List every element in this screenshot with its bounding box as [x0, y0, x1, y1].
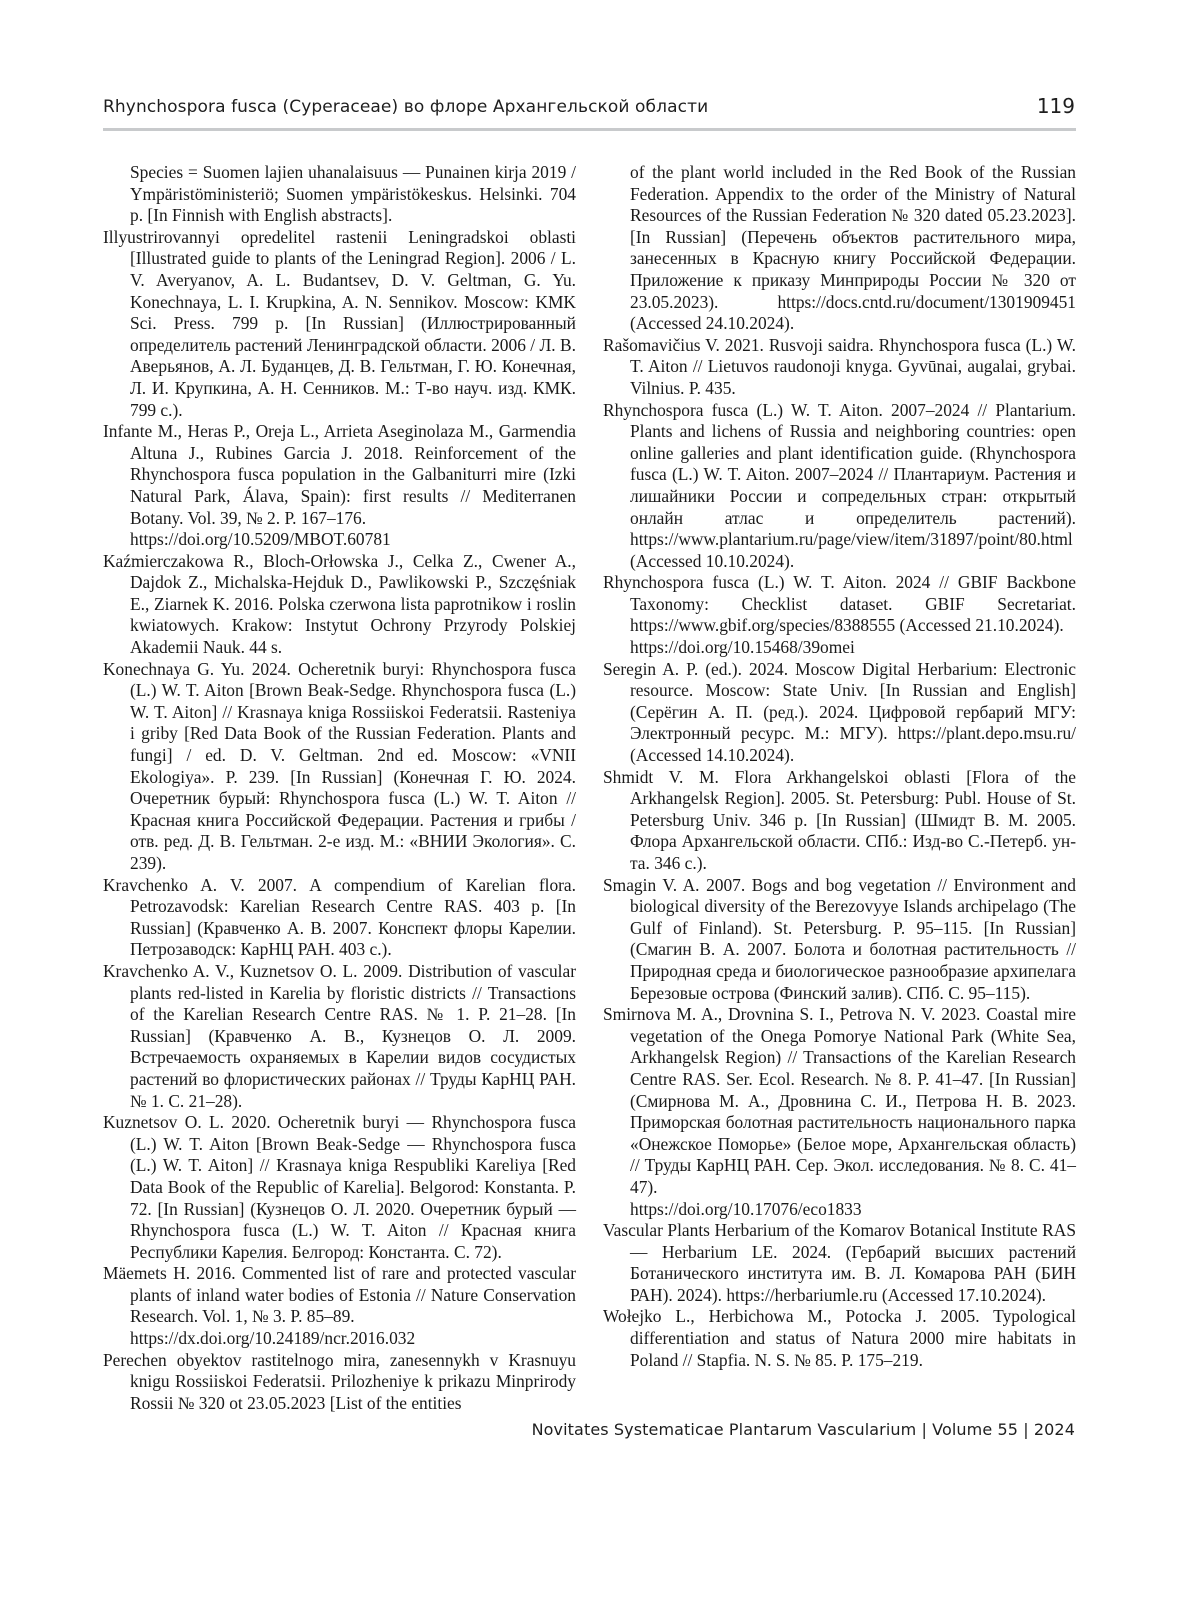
reference-entry: Shmidt V. M. Flora Arkhangelskoi oblasti [Flora of the Arkhangelsk Region]. 2005. St. Petersburg: Publ. House of St. Petersburg Univ. 346 p. [In Russian] (Шмидт В. М. 2005. Флора Архангельской области. СПб.: Изд-во С.-Петерб. ун-та. 346 с.).: [603, 766, 1076, 873]
header-rule: [103, 128, 1076, 131]
references-left-column: [103, 162, 576, 1414]
reference-entry: Rhynchospora fusca (L.) W. T. Aiton. 2007–2024 // Plantarium. Plants and lichens of Russia and neighboring countries: open online galleries and plant identification guide. (Rhynchospora fusca (L.) W. T. Aiton. 2007–2024 // Плантариум. Растения и лишайники России и сопредельных стран: открытый онлайн атлас и определитель растений). https://www.plantarium.ru/page/view/item/31897/point/80.html (Accessed 10.10.2024).: [603, 399, 1076, 571]
page-number: 119: [1036, 94, 1075, 118]
reference-entry: Kravchenko A. V., Kuznetsov O. L. 2009. Distribution of vascular plants red-listed in Karelia by floristic districts // Transactions of the Karelian Research Centre RAS. № 1. P. 21–28. [In Russian] (Кравченко А. В., Кузнецов О. Л. 2009. Встречаемость охраняемых в Карелии видов сосудистых растений во флористических районах // Труды КарНЦ РАН. № 1. С. 21–28).: [103, 960, 576, 1111]
reference-doi: https://doi.org/10.15468/39omei: [630, 637, 855, 658]
reference-entry: of the plant world included in the Red Book of the Russian Federation. Appendix to the order of the Ministry of Natural Resources of the Russian Federation № 320 dated 05.23.2023]. [In Russian] (Перечень объектов растительного мира, занесенных в Красную книгу Российской Федерации. Приложение к приказу Минприроды России № 320 от 23.05.2023). https://docs.cntd.ru/document/1301909451 (Accessed 24.10.2024).: [630, 162, 1076, 334]
reference-doi: https://doi.org/10.17076/eco1833: [630, 1198, 862, 1219]
reference-entry: Seregin A. P. (ed.). 2024. Moscow Digital Herbarium: Electronic resource. Moscow: State Univ. [In Russian and English] (Серёгин А. П. (ред.). 2024. Цифровой гербарий МГУ: Электронный ресурс. М.: МГУ). https://plant.depo.msu.ru/ (Accessed 14.10.2024).: [603, 658, 1076, 766]
reference-entry: Infante M., Heras P., Oreja L., Arrieta Aseginolaza M., Garmendia Altuna J., Rubines Garcia J. 2018. Reinforcement of the Rhynchospora fusca population in the Galbaniturri mire (Izki Natural Park, Álava, Spain): first results // Mediterranen Botany. Vol. 39, № 2. P. 167–176.: [103, 421, 576, 528]
reference-entry: Species = Suomen lajien uhanalaisuus — Punainen kirja 2019 / Ympäristöministeriö; Suomen ympäristökeskus. Helsinki. 704 p. [In Finnish with English abstracts].: [130, 162, 576, 226]
reference-entry: Vascular Plants Herbarium of the Komarov Botanical Institute RAS — Herbarium LE. 2024. (Гербарий высших растений Ботанического института им. В. Л. Комарова РАН (БИН РАН). 2024). https://herbariumle.ru (Accessed 17.10.2024).: [603, 1220, 1076, 1305]
reference-doi: https://dx.doi.org/10.24189/ncr.2016.032: [130, 1328, 416, 1349]
references-right-column: [603, 162, 1076, 1371]
reference-entry: Illyustrirovannyi opredelitel rastenii Leningradskoi oblasti [Illustrated guide to plants of the Leningrad Region]. 2006 / L. V. Averyanov, A. L. Budantsev, D. V. Geltman, G. Yu. Konechnaya, L. I. Krupkina, A. N. Sennikov. Moscow: KMK Sci. Press. 799 p. [In Russian] (Иллюстрированный определитель растений Ленинградской области. 2006 / Л. В. Аверьянов, А. Л. Буданцев, Д. В. Гельтман, Г. Ю. Конечная, Л. И. Крупкина, А. Н. Сенников. М.: Т-во науч. изд. КМК. 799 с.).: [103, 226, 576, 420]
reference-entry: Smagin V. A. 2007. Bogs and bog vegetation // Environment and biological diversity of the Berezovyye Islands archipelago (The Gulf of Finland). St. Petersburg. P. 95–115. [In Russian] (Смагин В. А. 2007. Болота и болотная растительность // Природная среда и биологическое разнообразие архипелага Березовые острова (Финский залив). СПб. С. 95–115).: [603, 874, 1076, 1003]
journal-footer: Novitates Systematicae Plantarum Vascularium | Volume 55 | 2024: [531, 1420, 1075, 1439]
reference-entry: Kuznetsov O. L. 2020. Ocheretnik buryi — Rhynchospora fusca (L.) W. T. Aiton [Brown Beak-Sedge — Rhynchospora fusca (L.) W. T. Aiton] // Krasnaya kniga Respubliki Kareliya [Red Data Book of the Republic of Karelia]. Belgorod: Konstanta. P. 72. [In Russian] (Кузнецов О. Л. 2020. Очеретник бурый — Rhynchospora fusca (L.) W. T. Aiton // Красная книга Республики Карелия. Белгород: Константа. С. 72).: [103, 1112, 576, 1262]
reference-entry: Rašomavičius V. 2021. Rusvoji saidra. Rhynchospora fusca (L.) W. T. Aiton // Lietuvos raudonoji knyga. Gyvūnai, augalai, grybai. Vilnius. P. 435.: [603, 334, 1076, 398]
reference-entry: Wołejko L., Herbichowa M., Potocka J. 2005. Typological differentiation and status of Natura 2000 mire habitats in Poland // Stapfia. N. S. № 85. P. 175–219.: [603, 1306, 1076, 1370]
reference-doi: https://doi.org/10.5209/MBOT.60781: [130, 529, 391, 550]
reference-entry: Smirnova M. A., Drovnina S. I., Petrova N. V. 2023. Coastal mire vegetation of the Onega Pomorye National Park (White Sea, Arkhangelsk Region) // Transactions of the Karelian Research Centre RAS. Ser. Ecol. Research. № 8. P. 41–47. [In Russian] (Смирнова М. А., Дровнина С. И., Петрова Н. В. 2023. Приморская болотная растительность национального парка «Онежское Поморье» (Белое море, Архангельская область) // Труды КарНЦ РАН. Сер. Экол. исследования. № 8. С. 41–47).: [603, 1004, 1076, 1197]
reference-entry: Konechnaya G. Yu. 2024. Ocheretnik buryi: Rhynchospora fusca (L.) W. T. Aiton [Brown Beak-Sedge. Rhynchospora fusca (L.) W. T. Aiton] // Krasnaya kniga Rossiiskoi Federatsii. Rasteniya i griby [Red Data Book of the Russian Federation. Plants and fungi] / ed. D. V. Geltman. 2nd ed. Moscow: «VNII Ekologiya». P. 239. [In Russian] (Конечная Г. Ю. 2024. Очеретник бурый: Rhynchospora fusca (L.) W. T. Aiton // Красная книга Российской Федерации. Растения и грибы / отв. ред. Д. В. Гельтман. 2-е изд. М.: «ВНИИ Экология». С. 239).: [103, 658, 576, 873]
reference-entry: Mäemets H. 2016. Commented list of rare and protected vascular plants of inland water bodies of Estonia // Nature Conservation Research. Vol. 1, № 3. P. 85–89.: [103, 1263, 576, 1327]
reference-entry: Kravchenko A. V. 2007. A compendium of Karelian flora. Petrozavodsk: Karelian Research Centre RAS. 403 p. [In Russian] (Кравченко А. В. 2007. Конспект флоры Карелии. Петрозаводск: КарНЦ РАН. 403 с.).: [103, 874, 576, 960]
reference-entry: Perechen obyektov rastitelnogo mira, zanesennykh v Krasnuyu knigu Rossiiskoi Federatsii. Prilozheniye k prikazu Minprirody Rossii № 320 ot 23.05.2023 [List of the entities: [103, 1349, 576, 1413]
reference-entry: Kaźmierczakowa R., Bloch-Orłowska J., Celka Z., Cwener A., Dajdok Z., Michalska-Hejduk D., Pawlikowski P., Szczęśniak E., Ziarnek K. 2016. Polska czerwona lista paprotnikow i roslin kwiatowych. Krakow: Instytut Ochrony Przyrody Polskiej Akademii Nauk. 44 s.: [103, 550, 576, 658]
running-title: Rhynchospora fusca (Cyperaceae) во флоре Архангельской области: [103, 97, 709, 117]
reference-entry: Rhynchospora fusca (L.) W. T. Aiton. 2024 // GBIF Backbone Taxonomy: Checklist dataset. GBIF Secretariat. https://www.gbif.org/species/8388555 (Accessed 21.10.2024).: [603, 572, 1076, 636]
